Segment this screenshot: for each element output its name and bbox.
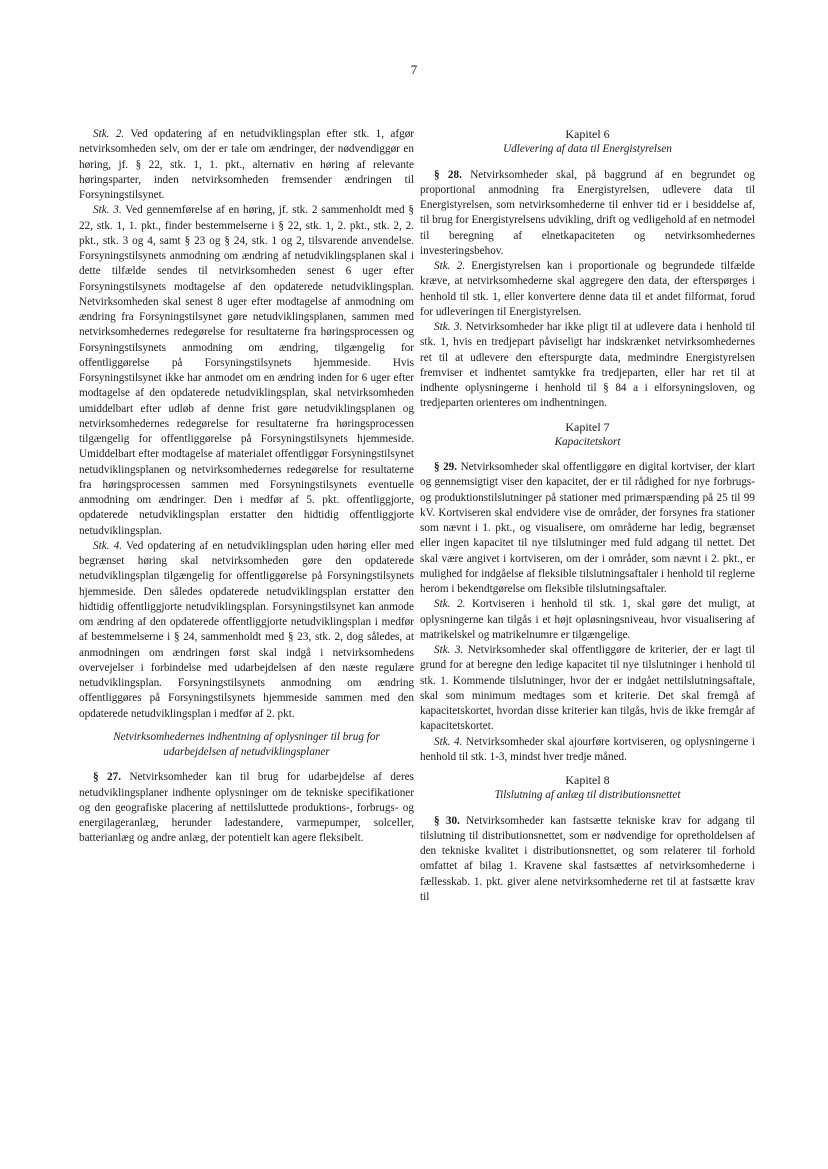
section-sign: § 30. [434, 814, 460, 827]
stk-label: Stk. 3. [434, 321, 463, 333]
paragraph-text: Netvirksomheder skal ajourføre kortviseren, og oplysningerne i henhold til stk. 1-3, mindst hver tredje måned. [420, 735, 755, 763]
paragraph-stk3 [420, 643, 755, 735]
chapter-title: Kapacitetskort [554, 435, 621, 448]
paragraph-text: Energistyrelsen kan i proportionale og begrundede tilfælde kræve, at netvirksomhederne skal aggregere den data, der efterspørges i henhold til stk. 1, eller konvertere denne data til et andet filformat, forud for udleveringen til Energistyrelsen. [420, 260, 755, 318]
stk-label: Stk. 2. [434, 260, 466, 272]
stk-label: Stk. 2. [434, 598, 466, 611]
paragraph-stk4 [420, 735, 755, 766]
stk-label: Stk. 3. [434, 644, 464, 656]
stk-label: Stk. 4. [434, 735, 463, 748]
chapter-title: Tilslutning af anlæg til distributionsnettet [494, 789, 681, 802]
section-sign: § 27. [93, 771, 122, 784]
stk-label: Stk. 4. [93, 539, 123, 552]
chapter-heading: Kapitel 7 [565, 419, 610, 434]
paragraph-27 [79, 770, 414, 846]
paragraph-stk4 [79, 539, 414, 722]
chapter-heading: Kapitel 8 [565, 773, 610, 787]
paragraph-28 [420, 168, 755, 260]
paragraph-text: Ved gennemførelse af en høring, jf. stk. 2 sammenholdt med § 22, stk. 1, 1. pkt., finder bestemmelserne i § 22, stk. 1, 2. pkt., stk. 2, 2. pkt., stk. 3 og 4, samt § 23 og § 24, stk. 1 og 2, tilsvarende anvendelse. Forsyningstilsynets anmodning om ændring af netudviklingsplanen skal i dette tilfælde sendes til netvirksomheden senest 6 uger efter Forsyningstilsynets modtagelse af den opdaterede netudviklingsplan. Netvirksomheden skal senest 8 uger efter modtagelse af anmodning om ændring fra Forsyningstilsynet gøre netudviklingsplanen, sammen med netvirksomhedernes redegørelse for resultaterne fra høringsprocessen og Forsyningstilsynets anmodning om ændring, tilgængelig for offentliggørelse på Forsyningstilsynets hjemmeside. Hvis Forsyningstilsynet ikke har anmodet om en ændring inden for 6 uger efter modtagelse af den opdaterede netudviklingsplan, skal netvirksomheden umiddelbart efter udløb af denne frist gøre netudviklingsplanen og netvirksomhedernes redegørelse for resultaterne fra høringsprocessen tilgængelig for offentliggørelse på Forsyningstilsynets hjemmeside. Umiddelbart efter modtagelse af materialet offentliggør Forsyningstilsynet netudviklingsplanen og netvirksomhedernes redegørelse for resultaterne fra høringsprocessen sammen med Forsyningstilsynets eventuelle anmodning om ændringer. Den i medfør af 5. pkt. offentliggjorte, opdaterede netudviklingsplan erstatter den hidtidig offentliggjorte netudviklingsplan. [79, 204, 415, 537]
paragraph-text: Netvirksomheder skal, på baggrund af en begrundet og proportional anmodning fra Energistyrelsen, udlevere data til Energistyrelsen, som netvirksomhederne til enhver tid er i besiddelse af, til brug for Energistyrelsens udvikling, drift og vedligehold af en netmodel til beregning af elnetkapaciteten og netvirksomhedernes investeringsbehov. [420, 168, 755, 257]
right-column [420, 127, 755, 905]
stk-label: Stk. 3. [93, 204, 122, 217]
paragraph-text: Netvirksomheder skal offentliggøre de kriterier, der er lagt til grund for at beregne den ledige kapacitet til nye tilslutninger i henhold til stk. 1. Kommende tilslutninger, hvor der er indgået nettilslutningsaftale, skal som minimum medtages som et kriterie. Det skal fremgå af kapacitetskortet, hvordan disse kriterier kan tilgås, hvis de ikke fremgår af kapacitetskortet. [420, 644, 755, 733]
paragraph-text: Netvirksomheder skal offentliggøre en digital kortviser, der klart og gennemsigtigt viser den kapacitet, der er til rådighed for nye forbrugs- og produktionstilslutninger på stationer med primærspænding på 25 til 99 kV. Kortviseren skal endvidere vise de områder, der forsynes fra stationer som nævnt i 1. pkt., og visualisere, om områderne har ledig, begrænset eller ingen kapacitet til nye tilslutninger med fuld adgang til nettet. Det skal være angivet i kortviseren, om der i områder, som nævnt i 2. pkt., er mulighed for indgåelse af fleksible tilslutningsaftaler i henhold til reglerne herom i bekendtgørelse om fleksible tilslutningsaftaler. [420, 461, 756, 595]
chapter-heading: Kapitel 6 [565, 127, 610, 141]
paragraph-30 [420, 814, 755, 906]
chapter-title: Udlevering af data til Energistyrelsen [503, 143, 672, 156]
paragraph-text: Netvirksomheder har ikke pligt til at udlevere data i henhold til stk. 1, hvis en tredjepart påviseligt har indskrænket netvirksomhedernes ret til at udlevere den efterspurgte data, medmindre Energistyrelsen fremviser et indhentet samtykke fra tredjeparten, eller har ret til at indhente oplysningerne i henhold til § 84 a i elforsyningsloven, og tredjeparten orienteres om indhentningen. [420, 321, 755, 410]
paragraph-stk3 [420, 320, 755, 412]
paragraph-text: Ved opdatering af en netudviklingsplan efter stk. 1, afgør netvirksomheden selv, om der er tale om ændringer, der nødvendiggør en høring, jf. § 22, stk. 1, 1. pkt., alternativ en høring af relevante høringsparter, inden netvirksomheden fremsender ændringen til Forsyningstilsynet. [79, 128, 415, 201]
paragraph-29 [420, 460, 755, 597]
paragraph-stk3 [79, 203, 414, 539]
left-column [79, 127, 414, 847]
section-sign: § 28. [434, 168, 462, 181]
stk-label: Stk. 2. [93, 128, 125, 140]
paragraph-text: Kortviseren i henhold til stk. 1, skal gøre det muligt, at oplysningerne kan tilgås i et højt opløsningsniveau, hvor visualisering af matrikelskel og matrikelnumre er tilgængelige. [420, 598, 755, 641]
section-title: Netvirksomhedernes indhentning af oplysninger til brug for udarbejdelsen af netudviklingsplaner [113, 730, 380, 758]
paragraph-text: Netvirksomheder kan til brug for udarbejdelse af deres netudviklingsplaner indhente oplysninger om de tekniske specifikationer og den geografiske placering af nettilsluttede produktions-, forbrugs- og energilageranlæg, herunder ladestandere, varmepumper, solceller, batterianlæg og andre anlæg, der potentielt kan agere fleksibelt. [79, 771, 414, 845]
paragraph-stk2 [420, 259, 755, 320]
paragraph-text: Ved opdatering af en netudviklingsplan uden høring eller med begrænset høring skal netvirksomheden gøre den opdaterede netudviklingsplan tilgængelig for offentliggørelse på Forsyningstilsynets hjemmeside. Den således opdaterede netudviklingsplan erstatter den hidtidig offentliggjorte netudviklingsplan. Forsyningstilsynet kan anmode om ændring af den opdaterede offentliggjorte netudviklingsplan i medfør af bestemmelserne i § 24, sammenholdt med § 23, stk. 2, dog således, at anmodningen om ændringen først skal indgå i netvirksomhedens overvejelser i forbindelse med udarbejdelsen af den næste regulære netudviklingsplan. Forsyningstilsynets anmodning om ændring offentliggøres på Forsyningstilsynets hjemmeside sammen med den opdaterede netudviklingsplan i medfør af 2. pkt. [79, 539, 414, 720]
paragraph-stk2 [420, 597, 755, 643]
paragraph-text: Netvirksomheder kan fastsætte tekniske krav for adgang til tilslutning til distributionsnettet, som er nødvendige for opretholdelsen af den tekniske kvalitet i distributionsnettet, og som relaterer til forhold omfattet af bilag 1. Kravene skal fastsættes af netvirksomhederne i fællesskab. 1. pkt. giver alene netvirksomhederne ret til at fastsætte krav til [420, 814, 756, 903]
paragraph-stk2 [79, 127, 414, 203]
page-number: 7 [410, 62, 418, 77]
section-sign: § 29. [434, 461, 458, 473]
